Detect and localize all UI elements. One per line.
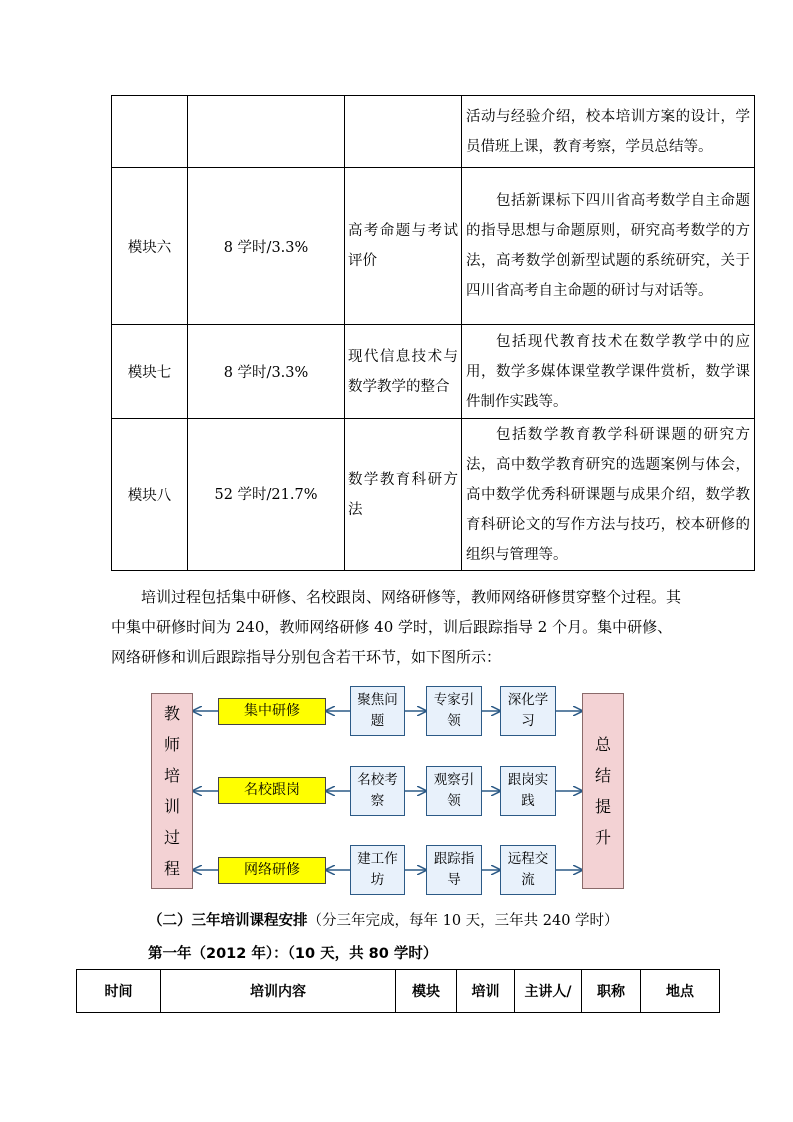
step-box: 专家引领 xyxy=(426,686,482,736)
col-header-module: 模块 xyxy=(396,970,457,1013)
col-header-content: 培训内容 xyxy=(161,970,396,1013)
section-heading: （二）三年培训课程安排 xyxy=(148,913,308,929)
section-heading-line xyxy=(148,909,619,930)
hours-cell: 52 学时/21.7% xyxy=(188,419,345,571)
module-cell: 模块六 xyxy=(112,168,188,325)
content-cell: 包括新课标下四川省高考数学自主命题的指导思想与命题原则，研究高考数学的方法，高考数学创新型试题的系统研究，关于四川省高考自主命题的研讨与对话等。 xyxy=(462,168,755,325)
step-box: 远程交流 xyxy=(500,845,556,895)
right-label-box: 总结提升 xyxy=(582,693,624,889)
stage-box-school: 名校跟岗 xyxy=(218,777,326,804)
title-cell: 高考命题与考试评价 xyxy=(345,168,462,325)
hours-cell: 8 学时/3.3% xyxy=(188,325,345,419)
module-cell: 模块八 xyxy=(112,419,188,571)
hours-cell: 8 学时/3.3% xyxy=(188,168,345,325)
stage-box-online: 网络研修 xyxy=(218,857,326,884)
stage-box-centralized: 集中研修 xyxy=(218,698,326,725)
table-header-row xyxy=(77,970,720,1013)
col-header-location: 地点 xyxy=(641,970,720,1013)
col-header-time: 时间 xyxy=(77,970,161,1013)
col-header-training: 培训 xyxy=(457,970,515,1013)
step-box: 名校考察 xyxy=(350,766,405,816)
step-box: 跟岗实践 xyxy=(500,766,556,816)
section-note: （分三年完成，每年 10 天，三年共 240 学时） xyxy=(307,913,619,929)
content-cell: 活动与经验介绍，校本培训方案的设计，学员借班上课，教育考察，学员总结等。 xyxy=(462,96,755,168)
content-cell: 包括现代教育技术在数学教学中的应用，数学多媒体课堂教学课件赏析，数学课件制作实践等。 xyxy=(462,325,755,419)
title-cell: 现代信息技术与数学教学的整合 xyxy=(345,325,462,419)
schedule-table xyxy=(76,969,720,1013)
content-cell: 包括数学教育教学科研课题的研究方法，高中数学教育研究的选题案例与体会，高中数学优秀科研课题与成果介绍，数学教育科研论文的写作方法与技巧，校本研修的组织与管理等。 xyxy=(462,419,755,571)
step-box: 聚焦问题 xyxy=(350,686,405,736)
left-label-box: 教师培训过程 xyxy=(151,693,193,889)
module-cell: 模块七 xyxy=(112,325,188,419)
step-box: 跟踪指导 xyxy=(426,845,482,895)
step-box: 观察引领 xyxy=(426,766,482,816)
year-heading: 第一年（2012 年）：（10 天，共 80 学时） xyxy=(148,946,438,962)
intro-paragraph: 培训过程包括集中研修、名校跟岗、网络研修等，教师网络研修贯穿整个过程。其中集中研修时间为 240，教师网络研修 40 学时，训后跟踪指导 2 个月。集中研修、网络研修和训后跟踪指导分别包含若干环节，如下图所示： xyxy=(111,588,682,666)
title-cell: 数学教育科研方法 xyxy=(345,419,462,571)
step-box: 深化学习 xyxy=(500,686,556,736)
step-box: 建工作坊 xyxy=(350,845,405,895)
col-header-title: 职称 xyxy=(582,970,641,1013)
col-header-speaker: 主讲人/ xyxy=(515,970,582,1013)
